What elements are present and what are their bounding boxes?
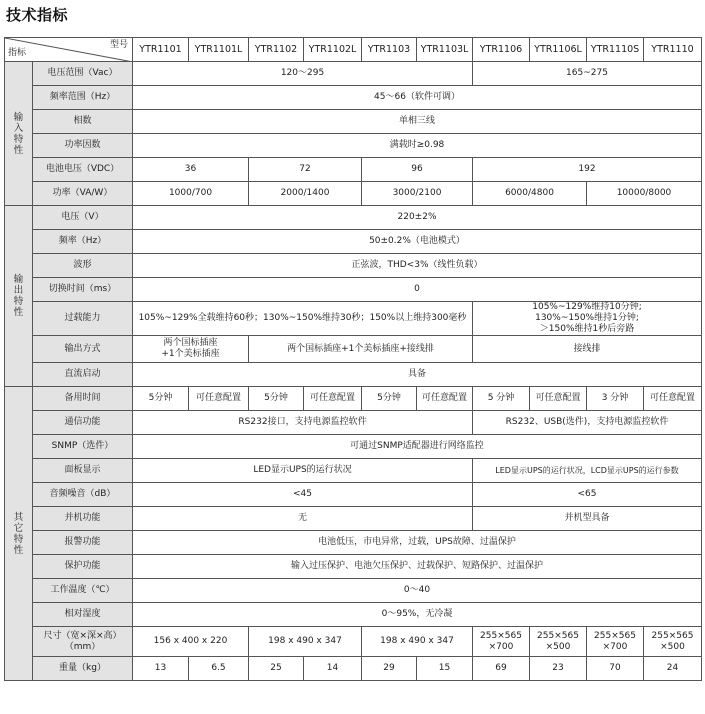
row-label: 输出方式: [33, 336, 133, 363]
group-label-output: 输 出 特 性: [5, 206, 33, 387]
value-cell: 并机型具备: [473, 507, 702, 531]
model-header-label: 型号: [109, 40, 128, 50]
value-cell: 192: [473, 158, 702, 182]
table-row: [5, 278, 702, 302]
value-cell: 电池低压，市电异常，过载，UPS故障、过温保护: [133, 531, 702, 555]
value-cell: 220±2%: [133, 206, 702, 230]
value-cell: 5分钟: [249, 387, 304, 411]
value-cell: LED显示UPS的运行状况，LCD显示UPS的运行参数: [473, 459, 702, 483]
value-cell: 两个国标插座+1个美标插座+接线排: [249, 336, 473, 363]
model-name: YTR1106: [473, 38, 530, 62]
value-cell: 13: [133, 657, 189, 681]
value-cell: 120～295: [133, 62, 473, 86]
value-cell: 255×565 ×700: [473, 627, 530, 657]
value-cell: 2000/1400: [249, 182, 362, 206]
row-label: 切换时间（ms）: [33, 278, 133, 302]
value-cell: 可通过SNMP适配器进行网络监控: [133, 435, 702, 459]
row-label: 功率（VA/W）: [33, 182, 133, 206]
table-row: [5, 555, 702, 579]
value-cell: 45～66（软件可调）: [133, 86, 702, 110]
row-label: 备用时间: [33, 387, 133, 411]
model-name: YTR1110S: [587, 38, 644, 62]
value-cell: 25: [249, 657, 304, 681]
table-row: [5, 387, 702, 411]
table-row: [5, 579, 702, 603]
value-cell: 3 分钟: [587, 387, 644, 411]
row-label: 相数: [33, 110, 133, 134]
spec-table: [4, 37, 702, 681]
model-name: YTR1101: [133, 38, 189, 62]
value-cell: 输入过压保护、电池欠压保护、过载保护、短路保护、过温保护: [133, 555, 702, 579]
value-cell: 29: [362, 657, 417, 681]
header-row: [5, 38, 702, 62]
row-label: 面板显示: [33, 459, 133, 483]
value-cell: 24: [644, 657, 702, 681]
value-cell: 255×565 ×500: [644, 627, 702, 657]
table-row: [5, 206, 702, 230]
value-cell: <65: [473, 483, 702, 507]
value-cell: 可任意配置: [530, 387, 587, 411]
value-cell: 105%~129%维持10分钟; 130%~150%维持1分钟; ＞150%维持1秒后旁路: [473, 302, 702, 336]
row-label: 过载能力: [33, 302, 133, 336]
value-cell: RS232、USB(选件)，支持电源监控软件: [473, 411, 702, 435]
value-cell: 198 x 490 x 347: [249, 627, 362, 657]
value-cell: 0～95%，无冷凝: [133, 603, 702, 627]
table-row: [5, 411, 702, 435]
row-label: 相对湿度: [33, 603, 133, 627]
value-cell: 1000/700: [133, 182, 249, 206]
row-label: 电压范围（Vac）: [33, 62, 133, 86]
value-cell: 105%~129%全载维持60秒；130%~150%维持30秒；150%以上维持300毫秒: [133, 302, 473, 336]
table-row: [5, 459, 702, 483]
value-cell: 96: [362, 158, 473, 182]
table-row: [5, 182, 702, 206]
row-label: 尺寸（宽×深×高） （mm）: [33, 627, 133, 657]
value-cell: 可任意配置: [417, 387, 473, 411]
table-row: [5, 435, 702, 459]
model-name: YTR1103L: [417, 38, 473, 62]
value-cell: 3000/2100: [362, 182, 473, 206]
value-cell: 可任意配置: [304, 387, 362, 411]
value-cell: 23: [530, 657, 587, 681]
row-label: 电池电压（VDC）: [33, 158, 133, 182]
value-cell: 165~275: [473, 62, 702, 86]
model-name: YTR1102L: [304, 38, 362, 62]
value-cell: 5分钟: [362, 387, 417, 411]
model-name: YTR1110: [644, 38, 702, 62]
value-cell: 36: [133, 158, 249, 182]
value-cell: 255×565 ×700: [587, 627, 644, 657]
model-name: YTR1102: [249, 38, 304, 62]
row-label: 波形: [33, 254, 133, 278]
value-cell: 无: [133, 507, 473, 531]
value-cell: 0: [133, 278, 702, 302]
value-cell: 5 分钟: [473, 387, 530, 411]
value-cell: 可任意配置: [189, 387, 249, 411]
value-cell: LED显示UPS的运行状况: [133, 459, 473, 483]
value-cell: 单相三线: [133, 110, 702, 134]
row-label: SNMP（选件）: [33, 435, 133, 459]
value-cell: 198 x 490 x 347: [362, 627, 473, 657]
group-label-other: 其 它 特 性: [5, 387, 33, 681]
value-cell: 14: [304, 657, 362, 681]
value-cell: 6.5: [189, 657, 249, 681]
value-cell: 接线排: [473, 336, 702, 363]
value-cell: <45: [133, 483, 473, 507]
row-label: 音频噪音（dB）: [33, 483, 133, 507]
value-cell: 70: [587, 657, 644, 681]
value-cell: 15: [417, 657, 473, 681]
table-row: [5, 302, 702, 336]
page-title: 技术指标: [6, 6, 69, 24]
index-header-label: 指标: [8, 48, 27, 58]
table-row: [5, 657, 702, 681]
value-cell: 两个国标插座 +1个美标插座: [133, 336, 249, 363]
value-cell: 50±0.2%（电池模式）: [133, 230, 702, 254]
row-label: 工作温度（℃）: [33, 579, 133, 603]
row-label: 通信功能: [33, 411, 133, 435]
value-cell: 255×565 ×500: [530, 627, 587, 657]
value-cell: RS232接口，支持电源监控软件: [133, 411, 473, 435]
value-cell: 满载时≥0.98: [133, 134, 702, 158]
table-row: [5, 531, 702, 555]
table-row: [5, 507, 702, 531]
row-label: 报警功能: [33, 531, 133, 555]
table-row: [5, 336, 702, 363]
table-row: [5, 230, 702, 254]
value-cell: 具备: [133, 363, 702, 387]
value-cell: 72: [249, 158, 362, 182]
model-name: YTR1103: [362, 38, 417, 62]
table-row: [5, 363, 702, 387]
value-cell: 0～40: [133, 579, 702, 603]
header-corner-cell: [5, 38, 133, 62]
row-label: 直流启动: [33, 363, 133, 387]
value-cell: 156 x 400 x 220: [133, 627, 249, 657]
model-name: YTR1101L: [189, 38, 249, 62]
row-label: 功率因数: [33, 134, 133, 158]
table-row: [5, 110, 702, 134]
table-row: [5, 62, 702, 86]
group-label-input: 输 入 特 性: [5, 62, 33, 206]
value-cell: 10000/8000: [587, 182, 702, 206]
row-label: 频率范围（Hz）: [33, 86, 133, 110]
value-cell: 5分钟: [133, 387, 189, 411]
table-row: [5, 134, 702, 158]
table-row: [5, 627, 702, 657]
table-row: [5, 603, 702, 627]
table-row: [5, 86, 702, 110]
row-label: 电压（V）: [33, 206, 133, 230]
value-cell: 正弦波，THD<3%（线性负载）: [133, 254, 702, 278]
value-cell: 69: [473, 657, 530, 681]
model-name: YTR1106L: [530, 38, 587, 62]
table-row: [5, 158, 702, 182]
row-label: 保护功能: [33, 555, 133, 579]
row-label: 重量（kg）: [33, 657, 133, 681]
row-label: 频率（Hz）: [33, 230, 133, 254]
row-label: 并机功能: [33, 507, 133, 531]
value-cell: 6000/4800: [473, 182, 587, 206]
value-cell: 可任意配置: [644, 387, 702, 411]
table-row: [5, 254, 702, 278]
table-row: [5, 483, 702, 507]
